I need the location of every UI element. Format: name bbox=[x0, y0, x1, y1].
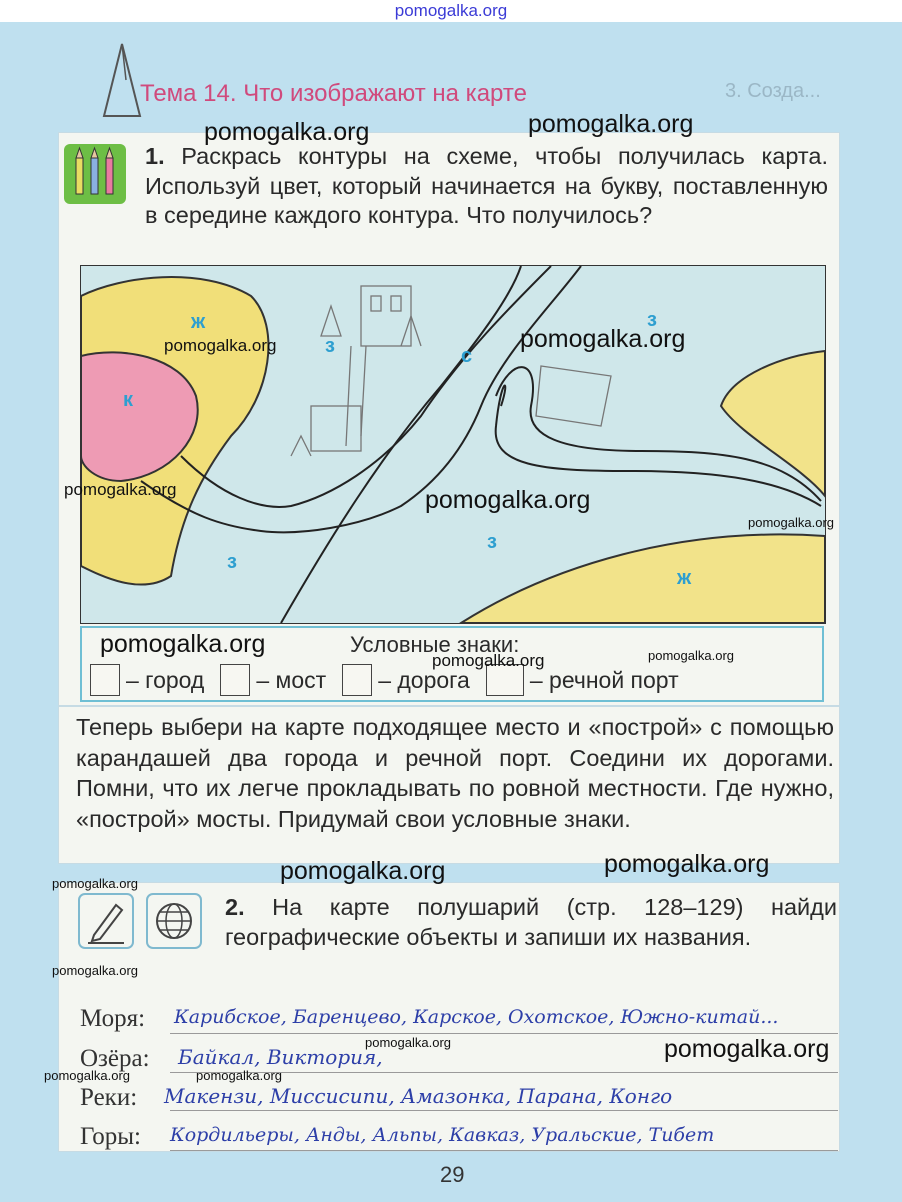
watermark: pomogalka.org bbox=[664, 1035, 830, 1063]
watermark: pomogalka.org bbox=[280, 857, 446, 885]
pencil-write-icon bbox=[78, 893, 134, 949]
legend-title: Условные знаки: bbox=[350, 632, 520, 657]
watermark: pomogalka.org bbox=[44, 1068, 130, 1083]
map-letter-k: к bbox=[123, 389, 134, 411]
watermark: pomogalka.org bbox=[100, 630, 266, 658]
rivers-label: Реки: bbox=[80, 1084, 138, 1111]
map-letter-zh-1: ж bbox=[191, 311, 206, 333]
legend-items bbox=[90, 664, 695, 696]
site-header-link[interactable]: pomogalka.org bbox=[394, 1, 508, 20]
page-number: 29 bbox=[440, 1162, 465, 1187]
task2-text bbox=[225, 892, 837, 952]
watermark: pomogalka.org bbox=[52, 876, 138, 891]
watermark: pomogalka.org bbox=[164, 336, 277, 355]
lakes-answer: Байкал, Виктория, bbox=[178, 1045, 383, 1069]
legend-port-label: – речной порт bbox=[529, 666, 679, 693]
rivers-line bbox=[170, 1110, 838, 1111]
watermark: pomogalka.org bbox=[432, 651, 545, 670]
watermark: pomogalka.org bbox=[520, 325, 686, 353]
lakes-label: Озёра: bbox=[80, 1045, 150, 1072]
topic-title: Тема 14. Что изображают на карте bbox=[140, 80, 527, 107]
pencils-icon bbox=[64, 144, 126, 204]
next-page-ghost-text: 3. Созда... bbox=[725, 80, 821, 102]
task2-number: 2. bbox=[225, 894, 245, 920]
watermark: pomogalka.org bbox=[52, 963, 138, 978]
watermark: pomogalka.org bbox=[64, 480, 177, 499]
watermark: pomogalka.org bbox=[748, 515, 834, 530]
mountains-answer: Кордильеры, Анды, Альпы, Кавказ, Уральские, Тибет bbox=[170, 1124, 715, 1146]
legend-road-label: – дорога bbox=[378, 666, 470, 693]
watermark: pomogalka.org bbox=[196, 1068, 282, 1083]
mountains-label: Горы: bbox=[80, 1123, 141, 1150]
seas-label: Моря: bbox=[80, 1005, 146, 1032]
map-letter-z-4: з bbox=[487, 531, 497, 553]
topic-triangle-icon bbox=[96, 40, 146, 122]
globe-icon bbox=[146, 893, 202, 949]
map-letter-zh-2: ж bbox=[677, 567, 692, 589]
legend-bridge-label: – мост bbox=[256, 666, 327, 693]
legend-city bbox=[90, 664, 204, 696]
watermark: pomogalka.org bbox=[528, 110, 694, 138]
task2-body: На карте полушарий (стр. 128–129) найди географические объекты и запиши их названия. bbox=[225, 894, 838, 950]
watermark: pomogalka.org bbox=[648, 648, 734, 663]
map-letter-z-3: з bbox=[227, 551, 237, 573]
map-letter-z-2: з bbox=[647, 309, 657, 331]
map-letter-z-1: з bbox=[325, 335, 335, 357]
task1-number: 1. bbox=[145, 143, 165, 169]
mountains-line bbox=[170, 1150, 838, 1151]
seas-answer: Карибское, Баренцево, Карское, Охотское, Южно-китай... bbox=[174, 1006, 779, 1028]
bridge-symbol-icon bbox=[220, 664, 250, 696]
map-letter-s: с bbox=[461, 345, 473, 367]
city-symbol-icon bbox=[90, 664, 120, 696]
watermark: pomogalka.org bbox=[604, 850, 770, 878]
watermark: pomogalka.org bbox=[204, 118, 370, 146]
legend-bridge bbox=[220, 664, 326, 696]
task1-body: Раскрась контуры на схеме, чтобы получилась карта. Используй цвет, который начинается на букву, поставленную в середине каждого контура. Что получилось? bbox=[145, 143, 829, 228]
map-drawing bbox=[80, 265, 826, 624]
seas-line bbox=[170, 1033, 838, 1034]
task1-text bbox=[145, 142, 828, 231]
watermark: pomogalka.org bbox=[425, 486, 591, 514]
legend-city-label: – город bbox=[126, 666, 205, 693]
rivers-answer: Макензи, Миссисипи, Амазонка, Парана, Конго bbox=[164, 1084, 673, 1108]
road-symbol-icon bbox=[342, 664, 372, 696]
instructions-text: Теперь выбери на карте подходящее место и «построй» с помощью карандашей два города и речной порт. Соедини их дорогами. Помни, что их легче прокладывать по ровной местности. Где нужно, «построй» мосты. Придумай свои условные знаки. bbox=[76, 714, 834, 832]
watermark: pomogalka.org bbox=[365, 1035, 451, 1050]
